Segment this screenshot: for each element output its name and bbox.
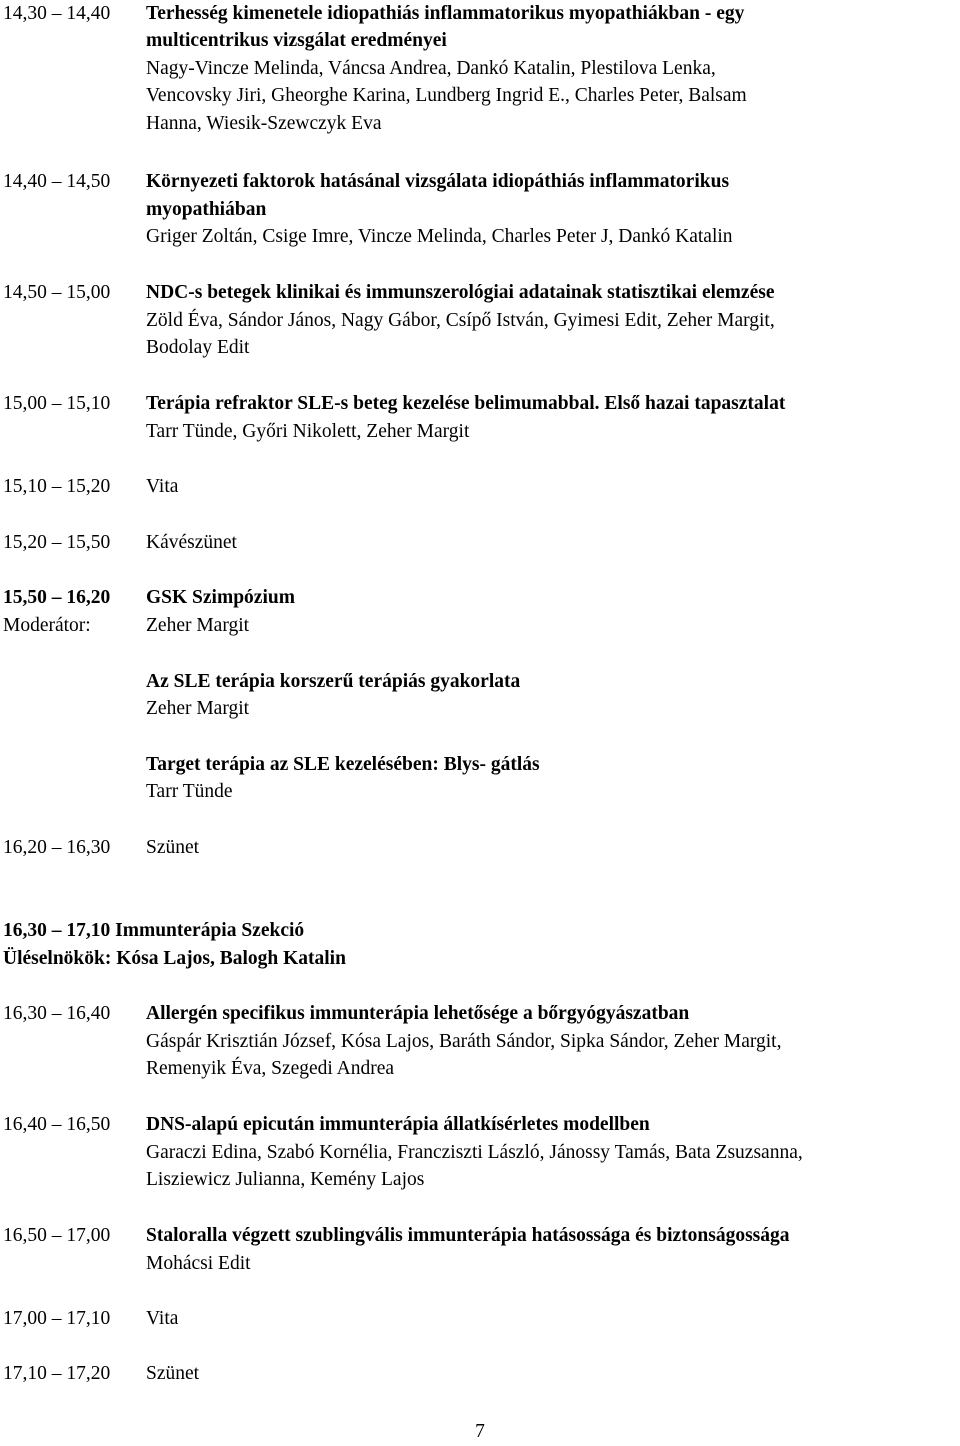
talk-authors: Garaczi Edina, Szabó Kornélia, Francziszti László, Jánossy Tamás, Bata Zsuzsanna, xyxy=(146,1142,803,1163)
time-15-50: 15,50 – 16,20 xyxy=(3,587,111,608)
talk-authors: Gáspár Krisztián József, Kósa Lajos, Baráth Sándor, Sipka Sándor, Zeher Margit, xyxy=(146,1031,782,1052)
symposium-talk-title: Target terápia az SLE kezelésében: Blys- gátlás xyxy=(146,754,540,775)
talk-title: Staloralla végzett szublingvális immunterápia hatásossága és biztonságossága xyxy=(146,1225,790,1246)
talk-authors-cont: Bodolay Edit xyxy=(146,337,250,358)
time-15-00: 15,00 – 15,10 xyxy=(3,393,111,414)
time-15-10: 15,10 – 15,20 xyxy=(3,476,111,497)
break-label: Vita xyxy=(146,1308,179,1329)
talk-authors-cont: Remenyik Éva, Szegedi Andrea xyxy=(146,1058,395,1079)
time-14-40: 14,40 – 14,50 xyxy=(3,171,111,192)
time-16-20: 16,20 – 16,30 xyxy=(3,837,111,858)
talk-title: Terápia refraktor SLE-s beteg kezelése belimumabbal. Első hazai tapasztalat xyxy=(146,393,786,414)
page-number: 7 xyxy=(475,1421,485,1442)
talk-title: NDC-s betegek klinikai és immunszerológiai adatainak statisztikai elemzése xyxy=(146,282,775,303)
break-label: Szünet xyxy=(146,837,200,858)
symposium-talk-title: Az SLE terápia korszerű terápiás gyakorlata xyxy=(146,671,521,692)
time-16-50: 16,50 – 17,00 xyxy=(3,1225,111,1246)
talk-authors-cont: Lisziewicz Julianna, Kemény Lajos xyxy=(146,1169,425,1190)
talk-title-cont: multicentrikus vizsgálat eredményei xyxy=(146,30,447,51)
talk-authors: Griger Zoltán, Csige Imre, Vincze Melinda, Charles Peter J, Dankó Katalin xyxy=(146,226,733,247)
break-label: Szünet xyxy=(146,1363,200,1384)
time-17-10: 17,10 – 17,20 xyxy=(3,1363,111,1384)
talk-title: Terhesség kimenetele idiopathiás inflammatorikus myopathiákban - egy xyxy=(146,3,745,24)
talk-title-cont: myopathiában xyxy=(146,199,267,220)
talk-authors-cont: Hanna, Wiesik-Szewczyk Eva xyxy=(146,113,382,134)
talk-title: DNS-alapú epicután immunterápia állatkísérletes modellben xyxy=(146,1114,650,1135)
talk-authors: Zöld Éva, Sándor János, Nagy Gábor, Csípő István, Gyimesi Edit, Zeher Margit, xyxy=(146,310,775,331)
talk-title: Környezeti faktorok hatásánal vizsgálata idiopáthiás inflammatorikus xyxy=(146,171,730,192)
talk-authors: Tarr Tünde, Győri Nikolett, Zeher Margit xyxy=(146,421,470,442)
time-14-30: 14,30 – 14,40 xyxy=(3,3,111,24)
time-16-40: 16,40 – 16,50 xyxy=(3,1114,111,1135)
talk-authors: Mohácsi Edit xyxy=(146,1253,251,1274)
talk-title: Allergén specifikus immunterápia lehetősége a bőrgyógyászatban xyxy=(146,1003,690,1024)
section-header: 16,30 – 17,10 Immunterápia Szekció xyxy=(3,920,305,941)
symposium-talk-speaker: Zeher Margit xyxy=(146,698,250,719)
break-label: Kávészünet xyxy=(146,532,237,553)
talk-authors: Nagy-Vincze Melinda, Váncsa Andrea, Dankó Katalin, Plestilova Lenka, xyxy=(146,58,716,79)
moderator-label: Moderátor: xyxy=(3,615,91,636)
talk-authors-cont: Vencovsky Jiri, Gheorghe Karina, Lundberg Ingrid E., Charles Peter, Balsam xyxy=(146,85,747,106)
symposium-title: GSK Szimpózium xyxy=(146,587,295,608)
time-14-50: 14,50 – 15,00 xyxy=(3,282,111,303)
section-chairs: Üléselnökök: Kósa Lajos, Balogh Katalin xyxy=(3,948,346,969)
time-17-00: 17,00 – 17,10 xyxy=(3,1308,111,1329)
symposium-talk-speaker: Tarr Tünde xyxy=(146,781,233,802)
time-16-30: 16,30 – 16,40 xyxy=(3,1003,111,1024)
break-label: Vita xyxy=(146,476,179,497)
time-15-20: 15,20 – 15,50 xyxy=(3,532,111,553)
moderator-name: Zeher Margit xyxy=(146,615,250,636)
